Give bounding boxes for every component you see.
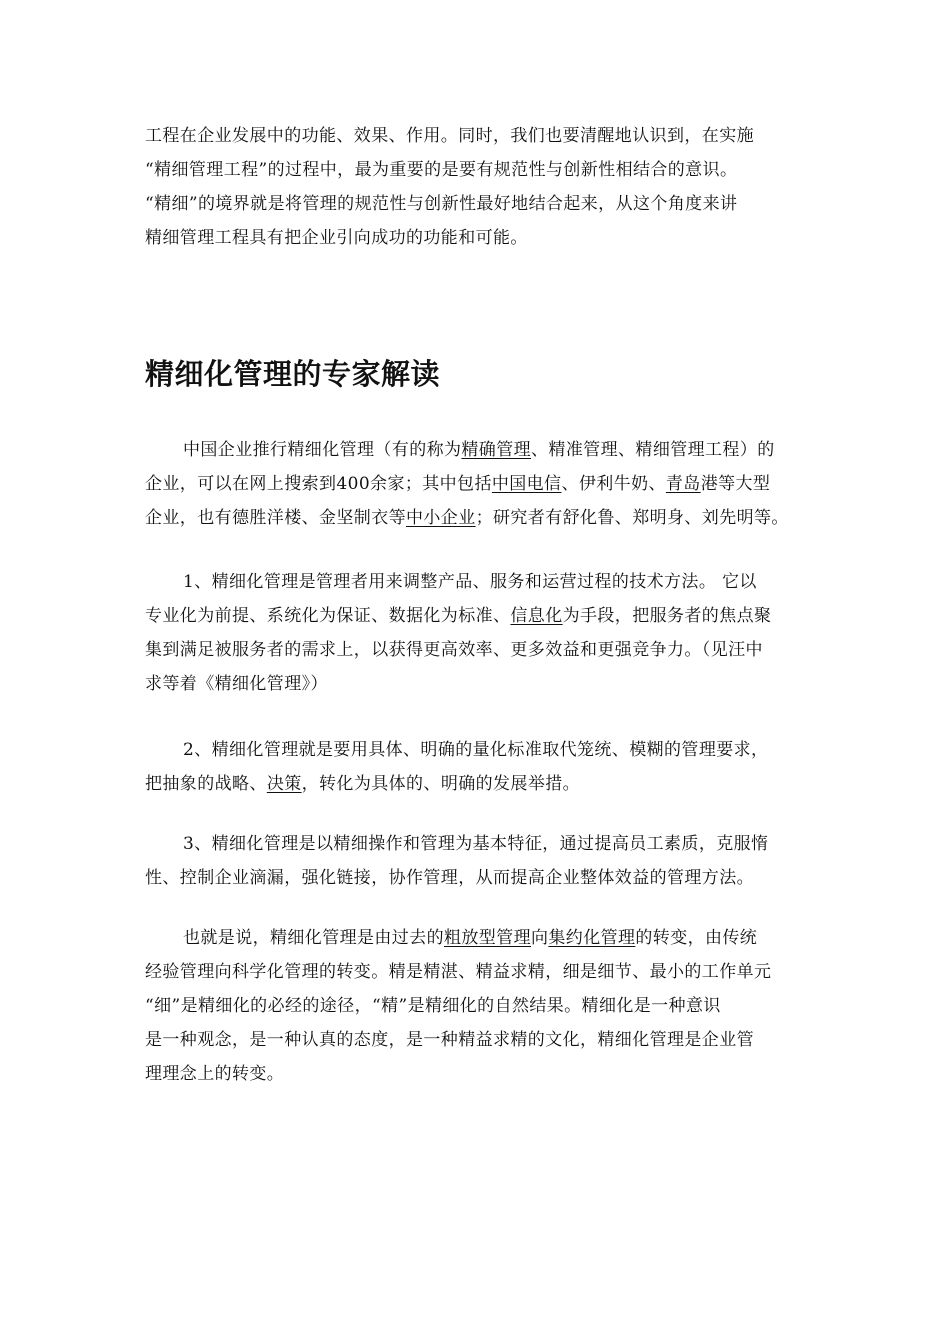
paragraph-summary: [145, 921, 810, 1091]
paragraph-line: 是一种观念，是一种认真的态度，是一种精益求精的文化，精细化管理是企业管: [145, 1030, 754, 1050]
paragraph-line: [145, 599, 810, 633]
text-span: 把抽象的战略、: [145, 774, 267, 794]
paragraph-line: 集到满足被服务者的需求上，以获得更高效率、更多效益和更强竞争力。（见汪中: [145, 640, 763, 660]
paragraph-line: [145, 767, 810, 801]
intro-line: “精细管理工程”的过程中，最为重要的是要有规范性与创新性相结合的意识。: [145, 160, 738, 180]
paragraph-line: 1、精细化管理是管理者用来调整产品、服务和运营过程的技术方法。 它以: [183, 572, 757, 592]
link-china-telecom[interactable]: 中国电信: [491, 474, 562, 494]
paragraph-line: [145, 501, 810, 535]
paragraph-overview: [145, 433, 810, 535]
paragraph-line: 求等着《精细化管理》）: [145, 674, 328, 694]
text-span: 中国企业推行精细化管理（有的称为: [183, 440, 462, 460]
intro-line: 精细管理工程具有把企业引向成功的功能和可能。: [145, 228, 528, 248]
link-decision[interactable]: 决策: [266, 774, 302, 794]
paragraph-line: [145, 433, 810, 467]
text-span: ；研究者有舒化鲁、郑明身、刘先明等。: [475, 508, 789, 528]
paragraph-point-2: [145, 733, 810, 801]
text-span: 企业，也有德胜洋楼、金坚制衣等: [145, 508, 406, 528]
text-span: 向: [531, 928, 549, 948]
text-span: 也就是说，精细化管理是由过去的: [183, 928, 444, 948]
paragraph-point-3: [145, 827, 810, 895]
text-span: ，转化为具体的、明确的发展举措。: [301, 774, 581, 794]
link-extensive-management[interactable]: 粗放型管理: [444, 928, 531, 948]
paragraph-line: “细”是精细化的必经的途径，“精”是精细化的自然结果。精细化是一种意识: [145, 996, 721, 1016]
paragraph-line: [145, 921, 810, 955]
text-span: 、伊利牛奶、: [561, 474, 666, 494]
text-span: 专业化为前提、系统化为保证、数据化为标准、: [145, 606, 511, 626]
intro-paragraph: [145, 119, 810, 255]
link-precise-management[interactable]: 精确管理: [461, 440, 532, 460]
paragraph-line: 性、控制企业滴漏，强化链接，协作管理，从而提高企业整体效益的管理方法。: [145, 868, 754, 888]
paragraph-line: 理理念上的转变。: [145, 1064, 285, 1084]
text-span: 、精准管理、精细管理工程）的: [531, 440, 775, 460]
paragraph-point-1: [145, 565, 810, 701]
text-span: 港等大型: [700, 474, 771, 494]
text-span: 企业，可以在网上搜索到400余家；其中包括: [145, 474, 492, 494]
intro-line: 工程在企业发展中的功能、效果、作用。同时，我们也要清醒地认识到，在实施: [145, 126, 754, 146]
section-heading: 精细化管理的专家解读: [145, 357, 441, 391]
link-sme[interactable]: 中小企业: [406, 508, 476, 528]
paragraph-line: [145, 467, 810, 501]
link-qingdao[interactable]: 青岛: [665, 474, 701, 494]
link-informatization[interactable]: 信息化: [510, 606, 563, 626]
paragraph-line: 2、精细化管理就是要用具体、明确的量化标准取代笼统、模糊的管理要求，: [183, 740, 769, 760]
text-span: 为手段，把服务者的焦点聚: [562, 606, 772, 626]
text-span: 的转变，由传统: [635, 928, 758, 948]
intro-line: “精细”的境界就是将管理的规范性与创新性最好地结合起来，从这个角度来讲: [145, 194, 738, 214]
link-intensive-management[interactable]: 集约化管理: [548, 928, 636, 948]
paragraph-line: 3、精细化管理是以精细操作和管理为基本特征，通过提高员工素质，克服惰: [183, 834, 769, 854]
paragraph-line: 经验管理向科学化管理的转变。精是精湛、精益求精，细是细节、最小的工作单元: [145, 962, 772, 982]
